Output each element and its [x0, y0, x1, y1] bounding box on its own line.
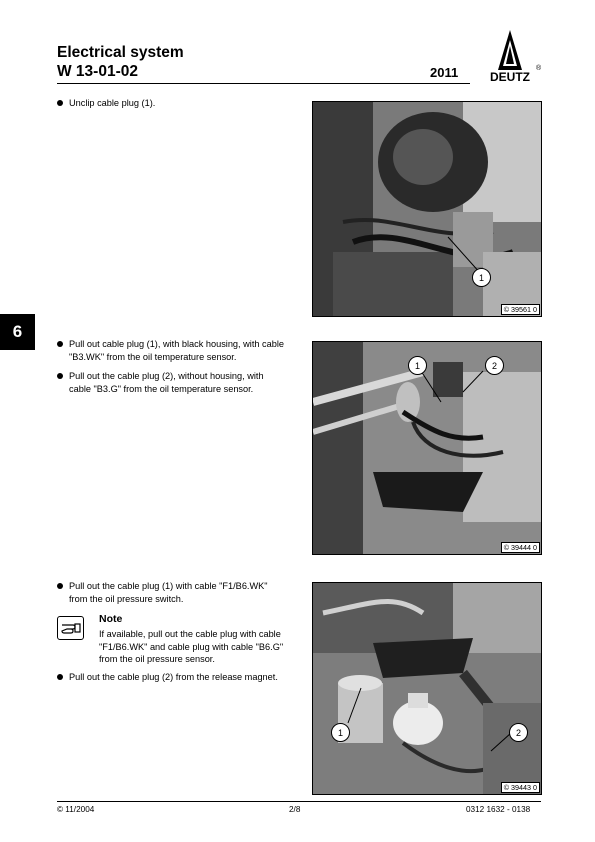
header-divider [57, 83, 470, 84]
callout-2: 2 [485, 356, 504, 375]
footer-date: © 11/2004 [57, 805, 95, 814]
callout-1: 1 [408, 356, 427, 375]
bullet-icon [57, 341, 63, 347]
bullet-icon [57, 373, 63, 379]
footer-divider [57, 801, 541, 802]
page-number: 2/8 [289, 805, 301, 814]
engine-series: 2011 [430, 65, 459, 80]
image-code: © 39444 0 [501, 542, 540, 553]
note-text: from the oil pressure sensor. [99, 654, 215, 665]
document-number: 0312 1632 - 0138 [466, 805, 531, 814]
engine-photo-2 [312, 341, 542, 555]
note-text: "F1/B6.WK" and cable plug with cable "B6.G" [99, 641, 284, 652]
bullet-icon [57, 100, 63, 106]
svg-text:®: ® [536, 65, 542, 72]
bullet-icon [57, 583, 63, 589]
image-code: © 39561 0 [501, 304, 540, 315]
document-code: W 13-01-02 [57, 63, 138, 80]
logo-text: DEUTZ [490, 70, 530, 84]
callout-2: 2 [509, 723, 528, 742]
engine-photo-3 [312, 582, 542, 795]
callout-1: 1 [331, 723, 350, 742]
bullet-icon [57, 674, 63, 680]
pointing-hand-icon [57, 616, 84, 640]
note-text: If available, pull out the cable plug with cable [99, 629, 281, 639]
deutz-logo [478, 28, 542, 84]
note-heading: Note [99, 613, 123, 625]
chapter-tab: 6 [0, 314, 35, 350]
page-title: Electrical system [57, 44, 184, 61]
callout-1: 1 [472, 268, 491, 287]
image-code: © 39443 0 [501, 782, 540, 793]
engine-photo-1 [312, 101, 542, 317]
